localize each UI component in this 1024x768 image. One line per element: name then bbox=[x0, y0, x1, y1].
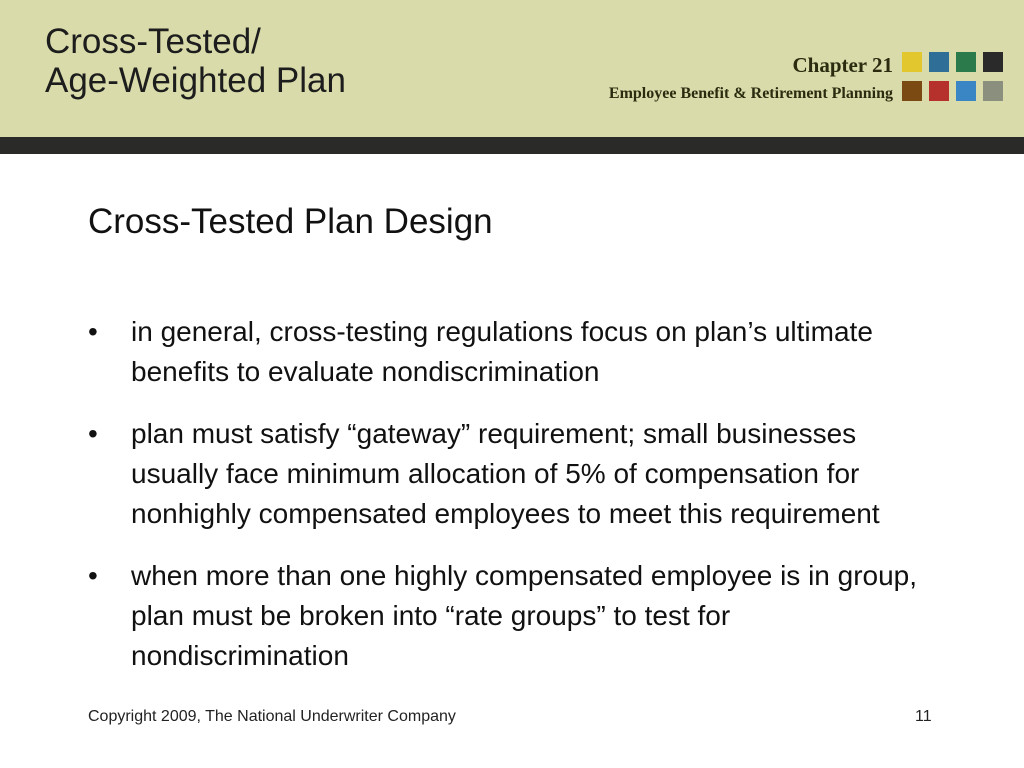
section-heading: Cross-Tested Plan Design bbox=[88, 202, 493, 241]
color-swatch bbox=[983, 81, 1003, 101]
bullet-marker: • bbox=[88, 560, 98, 591]
color-swatch bbox=[929, 81, 949, 101]
slide-title-line-2: Age-Weighted Plan bbox=[45, 61, 346, 100]
bullet-item bbox=[88, 312, 948, 392]
color-swatch bbox=[983, 52, 1003, 72]
bullet-list bbox=[88, 312, 948, 698]
book-title: Employee Benefit & Retirement Planning bbox=[608, 85, 893, 102]
slide-header bbox=[0, 0, 1024, 137]
bullet-text: in general, cross-testing regulations focus on plan’s ultimate benefits to evaluate nondiscrimination bbox=[131, 316, 873, 387]
chapter-label: Chapter 21 bbox=[792, 53, 893, 77]
bullet-item bbox=[88, 556, 948, 676]
bullet-marker: • bbox=[88, 418, 98, 449]
bullet-marker: • bbox=[88, 316, 98, 347]
color-swatch bbox=[902, 52, 922, 72]
color-swatch bbox=[956, 52, 976, 72]
color-swatch bbox=[902, 81, 922, 101]
color-swatch bbox=[929, 52, 949, 72]
slide-title bbox=[45, 22, 346, 100]
color-swatch-logo bbox=[902, 52, 1006, 102]
color-swatch bbox=[956, 81, 976, 101]
bullet-text: plan must satisfy “gateway” requirement; small businesses usually face minimum allocation of 5% of compensation for nonhighly compensated employees to meet this requirement bbox=[131, 418, 880, 529]
header-divider-bar bbox=[0, 137, 1024, 154]
slide-title-line-1: Cross-Tested/ bbox=[45, 22, 261, 61]
page-number: 11 bbox=[915, 708, 932, 725]
bullet-text: when more than one highly compensated employee is in group, plan must be broken into “rate groups” to test for nondiscrimination bbox=[131, 560, 918, 671]
copyright-footer: Copyright 2009, The National Underwriter Company bbox=[88, 708, 456, 725]
bullet-item bbox=[88, 414, 948, 534]
